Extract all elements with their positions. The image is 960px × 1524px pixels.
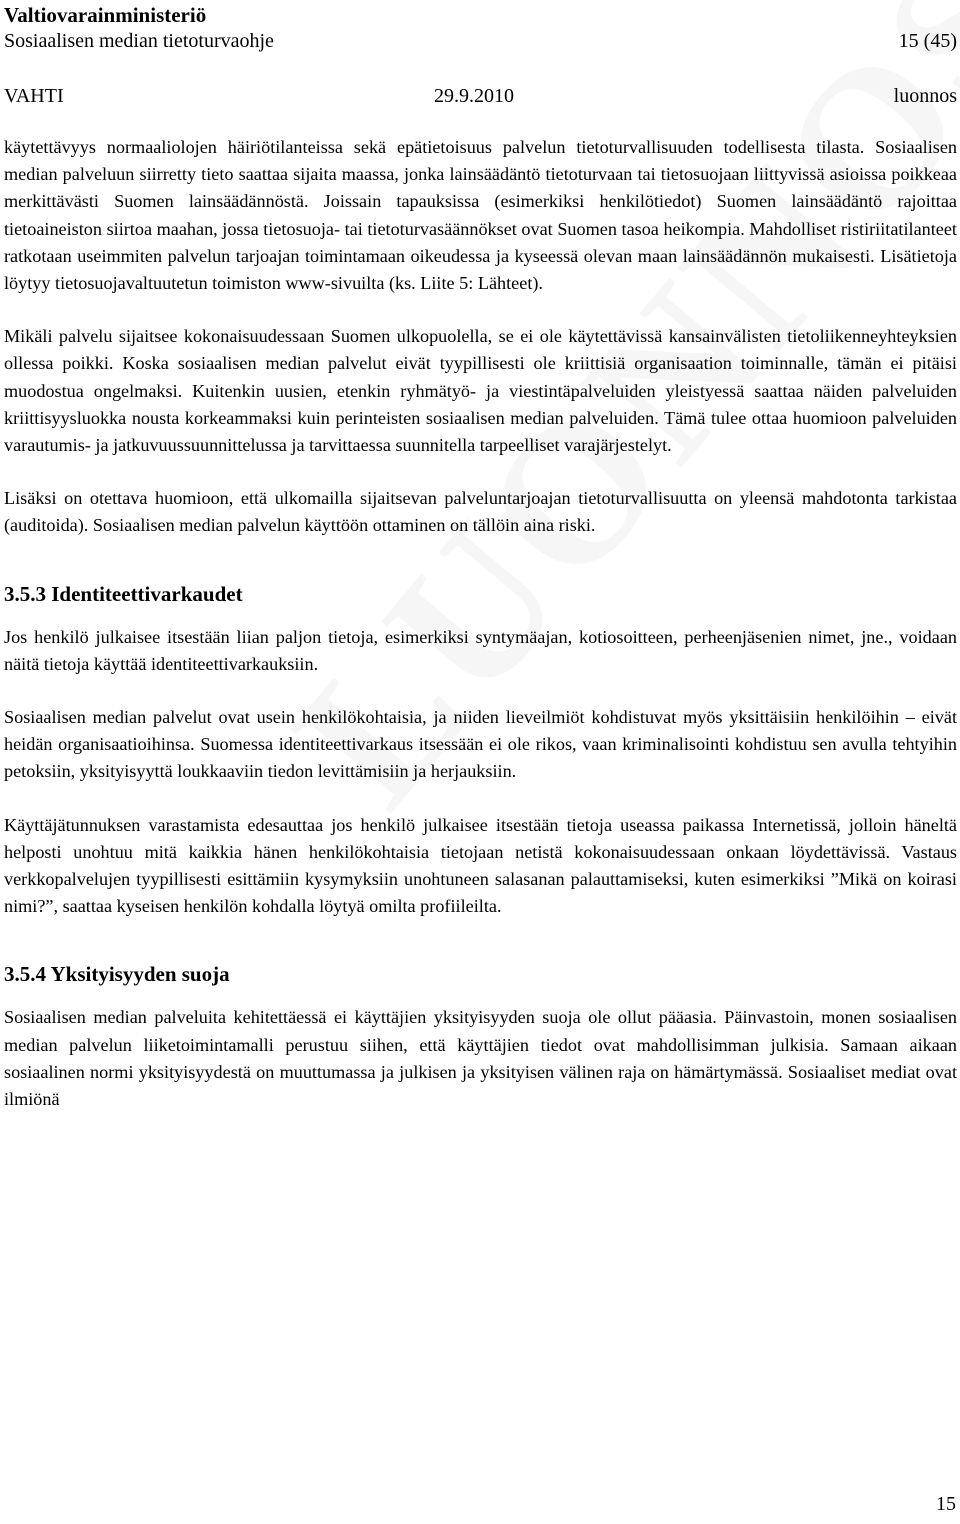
paragraph: Mikäli palvelu sijaitsee kokonaisuudessaan Suomen ulkopuolella, se ei ole käytettävissä kansainvälisten tietoliikenneyhteyksien ollessa poikki. Koska sosiaalisen median palvelut eivät tyypillisesti ole kriittisiä organisaation toiminnalle, tämän ei pitäisi muodostua ongelmaksi. Kuitenkin uusien, etenkin ryhmätyö- ja viestintäpalveluiden yleistyessä saattaa näiden palveluiden kriittisyysluokka nousta korkeammaksi kuin perinteisten sosiaalisen median palveluiden. Tämä tulee ottaa huomioon palveluiden varautumis- ja jatkuvuussuunnittelussa ja tarvittaessa suunnitella tarpeelliset varajärjestelyt.	[4, 326, 957, 456]
paragraph: käytettävyys normaaliolojen häiriötilanteissa sekä epätietoisuus palvelun tietoturvallisuuden todellisesta tilasta. Sosiaalisen median palveluun siirretty tieto saattaa sijaita maassa, jonka lainsäädäntö tietoturvaan tai tietosuojaan liittyvissä asioissa poikkeaa merkittävästi Suomen lainsäädännöstä. Joissain tapauksissa (esimerkiksi henkilötiedot) Suomen lainsäädäntö rajoittaa tietoaineiston siirtoa maahan, jossa tietosuoja- tai tietoturvasäännökset ovat Suomen tasoa heikompia. Mahdolliset ristiriitatilanteet ratkotaan useimmiten palvelun tarjoajan toimintamaan oikeudessa ja kyseessä olevan maan lainsäädännön mukaisesti. Lisätietoja löytyy tietosuojavaltuutetun toimiston www-sivuilta (ks. Liite 5: Lähteet).	[4, 137, 957, 294]
header-title-row	[4, 28, 957, 54]
section-heading: 3.5.3 Identiteettivarkaudet	[4, 581, 243, 606]
section-heading: 3.5.4 Yksityisyyden suoja	[4, 962, 230, 987]
paragraph: Jos henkilö julkaisee itsestään liian paljon tietoja, esimerkiksi syntymäajan, kotiosoitteen, perheenjäsenien nimet, jne., voidaan näitä tietoja käyttää identiteettivarkauksiin.	[4, 626, 957, 674]
page-header	[4, 2, 957, 110]
document-date: 29.9.2010	[434, 85, 514, 107]
paragraph: Sosiaalisen median palvelut ovat usein henkilökohtaisia, ja niiden lieveilmiöt kohdistuvat myös yksittäisiin henkilöihin – eivät heidän organisaatioihinsa. Suomessa identiteettivarkaus itsessään ei ole rikos, vaan kriminalisointi kohdistuu sen avulla tehtyihin petoksiin, yksityisyyttä loukkaaviin tiedon levittämisiin ja herjauksiin.	[4, 707, 957, 782]
page-number: 15	[936, 1493, 956, 1515]
organization-name: Valtiovarainministeriö	[4, 3, 207, 27]
series-label: VAHTI	[4, 85, 64, 107]
header-meta-row	[4, 82, 957, 110]
paragraph: Lisäksi on otettava huomioon, että ulkomailla sijaitsevan palveluntarjoajan tietoturvallisuutta on yleensä mahdotonta tarkistaa (auditoida). Sosiaalisen median palvelun käyttöön ottaminen on tällöin aina riski.	[4, 488, 957, 536]
document-title: Sosiaalisen median tietoturvaohje	[4, 30, 274, 52]
paragraph: Käyttäjätunnuksen varastamista edesauttaa jos henkilö julkaisee itsestään tietoja useassa paikassa Internetissä, jolloin häneltä helposti unohtuu mitä kaikkia hänen henkilökohtaisia tietojaan netistä kokonaisuudessaan onkaan löydettävissä. Vastaus verkkopalvelujen tyypillisesti esittämiin kysymyksiin unohtuneen salasanan palauttamiseksi, kuten esimerkiksi ”Mikä on koirasi nimi?”, saattaa kyseisen henkilön kohdalla löytyä omilta profiileilta.	[4, 814, 957, 917]
document-status: luonnos	[893, 85, 957, 107]
page-indicator: 15 (45)	[898, 30, 957, 52]
document-body	[4, 134, 957, 1139]
paragraph: Sosiaalisen median palveluita kehitettäessä ei käyttäjien yksityisyyden suoja ole ollut pääasia. Päinvastoin, monen sosiaalisen median palvelun liiketoimintamalli perustuu siihen, että käyttäjien tiedot ovat mahdollisimman julkisia. Samaan aikaan sosiaalinen normi yksityisyydestä on muuttumassa ja julkisen ja yksityisen välinen raja on hämärtymässä. Sosiaaliset mediat ovat ilmiönä	[4, 1007, 957, 1110]
